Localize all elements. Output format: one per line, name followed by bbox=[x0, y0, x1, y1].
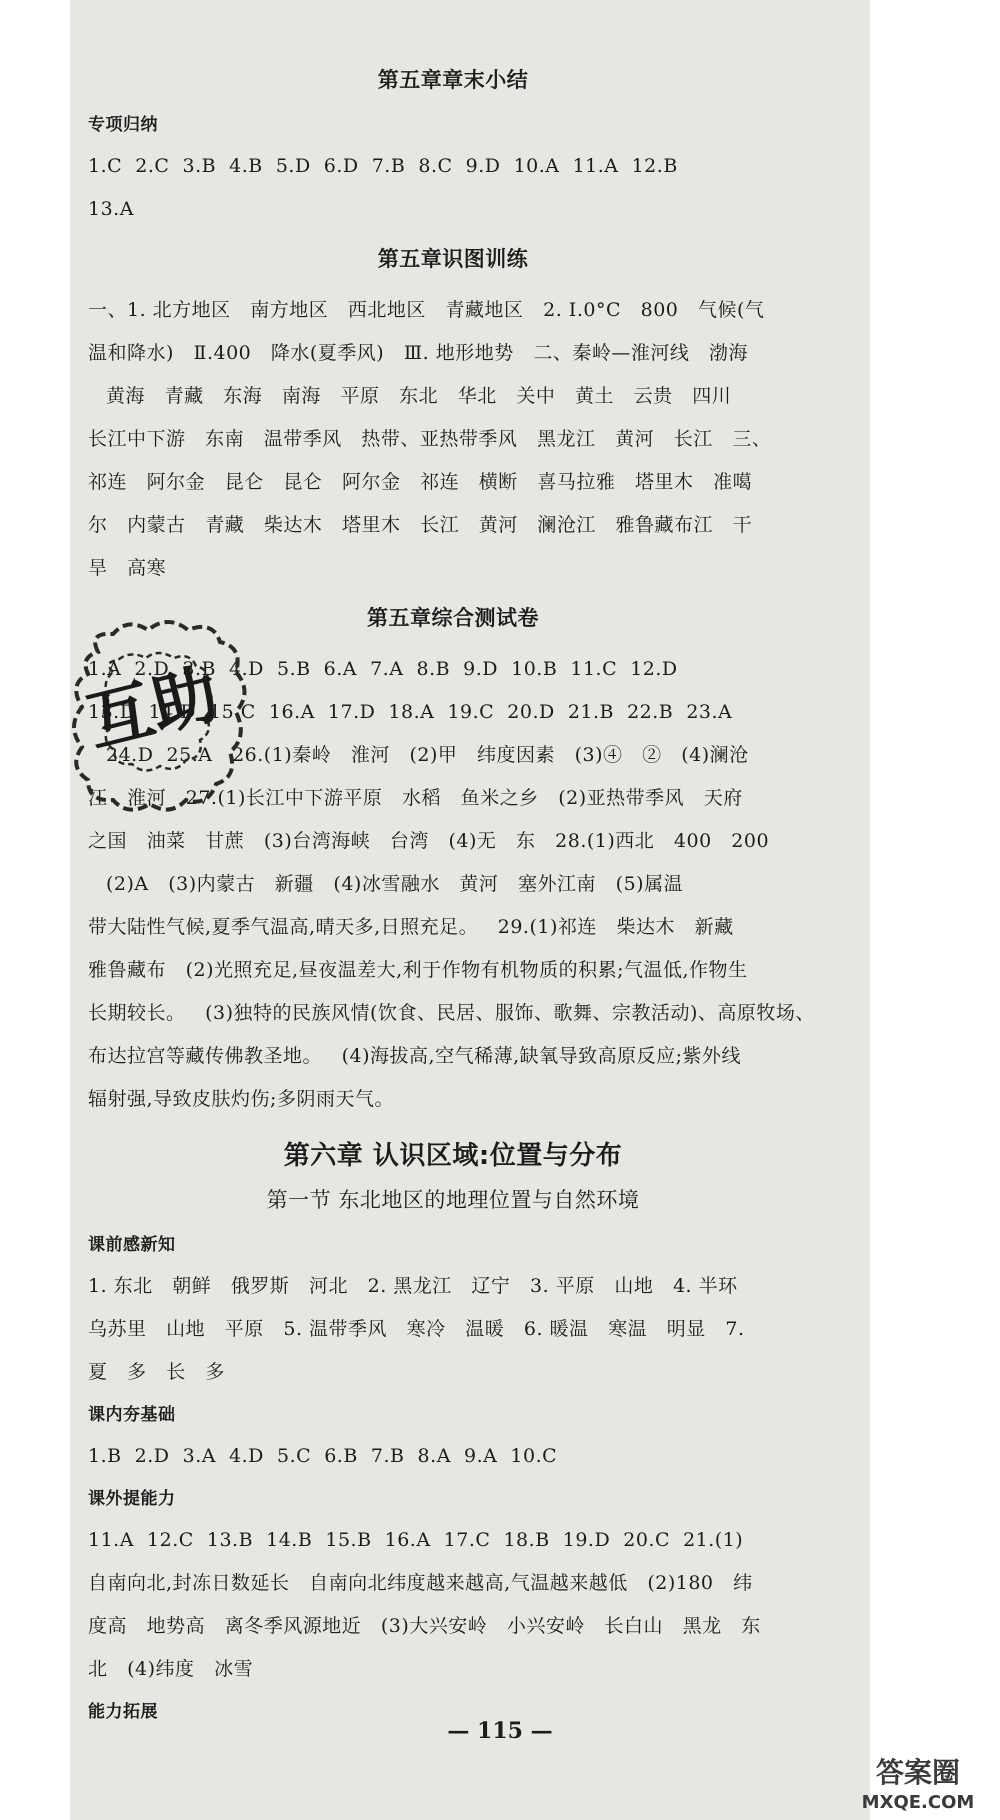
answer-line: 13.D 14.D 15.C 16.A 17.D 18.A 19.C 20.D 21.B 22.B 23.A bbox=[88, 701, 733, 723]
page-number: — 115 — bbox=[447, 1718, 553, 1744]
answer-line: 雅鲁藏布 (2)光照充足,昼夜温差大,利于作物有机物质的积累;气温低,作物生 bbox=[88, 959, 748, 981]
section-title-chapter5-comprehensive-test: 第五章综合测试卷 bbox=[367, 605, 539, 630]
answer-line: 1.A 2.D 3.B 4.D 5.B 6.A 7.A 8.B 9.D 10.B 11.C 12.D bbox=[88, 658, 678, 680]
answer-line: 江 淮河 27.(1)长江中下游平原 水稻 鱼米之乡 (2)亚热带季风 天府 bbox=[88, 787, 743, 809]
watermark-text: MXQE.COM bbox=[861, 1792, 975, 1813]
label-in-class: 课内夯基础 bbox=[88, 1405, 176, 1425]
chapter6-section1-title: 第一节 东北地区的地理位置与自然环境 bbox=[266, 1188, 640, 1212]
answer-line: 黄海 青藏 东海 南海 平原 东北 华北 关中 黄土 云贵 四川 bbox=[106, 385, 732, 407]
answer-line: 度高 地势高 离冬季风源地近 (3)大兴安岭 小兴安岭 长白山 黑龙 东 bbox=[88, 1615, 761, 1637]
stamp-seal-icon bbox=[58, 612, 258, 842]
label-extension: 能力拓展 bbox=[88, 1702, 158, 1722]
answer-line: 11.A 12.C 13.B 14.B 15.B 16.A 17.C 18.B 19.D 20.C 21.(1) bbox=[88, 1529, 744, 1551]
answer-line: 13.A bbox=[88, 198, 134, 220]
answer-line: 北 (4)纬度 冰雪 bbox=[88, 1658, 254, 1680]
answer-line: 长期较长。 (3)独特的民族风情(饮食、民居、服饰、歌舞、宗教活动)、高原牧场、 bbox=[88, 1002, 815, 1024]
watermark-brand: 答案圈 bbox=[875, 1756, 961, 1789]
answer-line: 1. 东北 朝鲜 俄罗斯 河北 2. 黑龙江 辽宁 3. 平原 山地 4. 半环 bbox=[88, 1275, 738, 1297]
answer-line: 带大陆性气候,夏季气温高,晴天多,日照充足。 29.(1)祁连 柴达木 新藏 bbox=[88, 916, 734, 938]
answer-line: 尔 内蒙古 青藏 柴达木 塔里木 长江 黄河 澜沧江 雅鲁藏布江 干 bbox=[88, 514, 753, 536]
answer-text-area bbox=[88, 58, 818, 1732]
answer-line: 辐射强,导致皮肤灼伤;多阴雨天气。 bbox=[88, 1088, 394, 1110]
answer-line: 旱 高寒 bbox=[88, 557, 167, 579]
answer-line: 1.C 2.C 3.B 4.B 5.D 6.D 7.B 8.C 9.D 10.A 11.A 12.B bbox=[88, 155, 678, 177]
label-pre-class: 课前感新知 bbox=[88, 1235, 176, 1255]
answer-line: 祁连 阿尔金 昆仑 昆仑 阿尔金 祁连 横断 喜马拉雅 塔里木 准噶 bbox=[88, 471, 753, 493]
answer-line: 1.B 2.D 3.A 4.D 5.C 6.B 7.B 8.A 9.A 10.C bbox=[88, 1445, 558, 1467]
answer-line: 一、1. 北方地区 南方地区 西北地区 青藏地区 2. Ⅰ.0°C 800 气候(气 bbox=[88, 299, 765, 321]
section-title-chapter5-map-training: 第五章识图训练 bbox=[377, 246, 529, 271]
answer-line: 乌苏里 山地 平原 5. 温带季风 寒冷 温暖 6. 暖温 寒温 明显 7. bbox=[88, 1318, 745, 1340]
answer-line: 布达拉宫等藏传佛教圣地。 (4)海拔高,空气稀薄,缺氧导致高原反应;紫外线 bbox=[88, 1045, 742, 1067]
stamp-text: 互助 bbox=[79, 654, 226, 762]
label-special-summary: 专项归纳 bbox=[88, 115, 158, 135]
chapter6-title: 第六章 认识区域:位置与分布 bbox=[283, 1141, 623, 1171]
answer-line: 自南向北,封冻日数延长 自南向北纬度越来越高,气温越来越低 (2)180 纬 bbox=[88, 1572, 753, 1594]
label-after-class: 课外提能力 bbox=[88, 1489, 176, 1509]
section-title-chapter5-summary: 第五章章末小结 bbox=[377, 67, 529, 92]
answer-line: 夏 多 长 多 bbox=[88, 1361, 225, 1383]
answer-line: 之国 油菜 甘蔗 (3)台湾海峡 台湾 (4)无 东 28.(1)西北 400 200 bbox=[88, 830, 770, 852]
watermark-logo-icon bbox=[838, 1752, 998, 1814]
answer-line: 温和降水) Ⅱ.400 降水(夏季风) Ⅲ. 地形地势 二、秦岭—淮河线 渤海 bbox=[88, 342, 748, 364]
answer-line: 长江中下游 东南 温带季风 热带、亚热带季风 黑龙江 黄河 长江 三、 bbox=[88, 428, 772, 450]
answer-line: 24.D 25.A 26.(1)秦岭 淮河 (2)甲 纬度因素 (3)④ ② (4)澜沧 bbox=[106, 744, 749, 766]
answer-line: (2)A (3)内蒙古 新疆 (4)冰雪融水 黄河 塞外江南 (5)属温 bbox=[106, 873, 684, 895]
